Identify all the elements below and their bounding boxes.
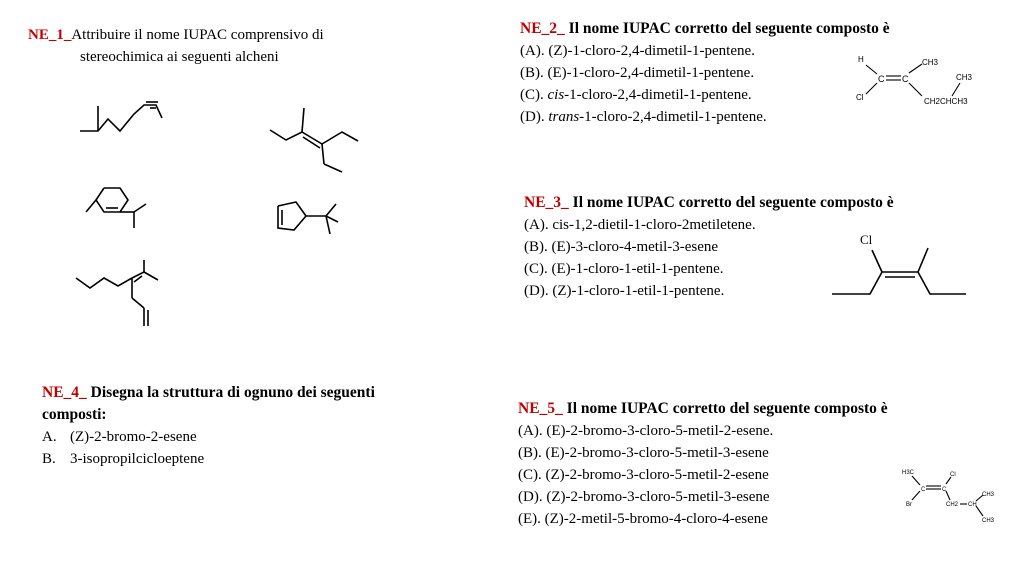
ne5-option-e: (E). (Z)-2-metil-5-bromo-4-cloro-4-esene	[518, 511, 768, 527]
ne2-option-a: (A). (Z)-1-cloro-2,4-dimetil-1-pentene.	[520, 43, 755, 59]
ne3-option-b: (B). (E)-3-cloro-4-metil-3-esene	[524, 239, 719, 255]
svg-text:CH3: CH3	[982, 492, 995, 498]
ne5-option-d: (D). (Z)-2-bromo-3-cloro-5-metil-3-esene	[518, 489, 770, 505]
ne4-question-line2: composti:	[42, 406, 107, 423]
ne1-section	[28, 24, 448, 68]
ne5-code: NE_5_	[518, 400, 563, 417]
ne5-option-a: (A). (E)-2-bromo-3-cloro-5-metil-2-esene.	[518, 423, 774, 439]
ne2-option-d: (D). trans-1-cloro-2,4-dimetil-1-pentene.	[520, 109, 767, 125]
ne4-question-line1: Disegna la struttura di ognuno dei seguenti	[86, 384, 375, 401]
ne3-option-a: (A). cis-1,2-dietil-1-cloro-2metiletene.	[524, 217, 756, 233]
ne1-code: NE_1_	[28, 27, 72, 43]
svg-text:CH3: CH3	[922, 58, 939, 67]
svg-text:H: H	[858, 55, 864, 64]
ne1-text-line2: stereochimica ai seguenti alcheni	[80, 49, 279, 65]
ne1-alkene-structure-3	[82, 178, 172, 248]
svg-text:Cl: Cl	[860, 232, 873, 247]
ne5-option-c: (C). (Z)-2-bromo-3-cloro-5-metil-2-esene	[518, 467, 769, 483]
ne1-alkene-structure-5	[74, 258, 184, 338]
svg-text:Cl: Cl	[856, 93, 864, 102]
svg-text:Cl: Cl	[950, 472, 956, 478]
svg-text:C: C	[921, 487, 926, 493]
ne3-heading	[524, 192, 1004, 214]
svg-text:CH: CH	[968, 502, 977, 508]
ne4-item-a: A. (Z)-2-bromo-2-esene	[42, 429, 197, 445]
ne3-option-c: (C). (E)-1-cloro-1-etil-1-pentene.	[524, 261, 724, 277]
ne4-section	[42, 382, 482, 470]
ne2-code: NE_2_	[520, 20, 565, 37]
ne4-heading	[42, 382, 482, 404]
ne5-heading	[518, 398, 1008, 420]
svg-text:CH2: CH2	[946, 502, 959, 508]
ne2-heading	[520, 18, 1000, 40]
ne3-structure	[830, 228, 980, 308]
ne5-option-b: (B). (E)-2-bromo-3-cloro-5-metil-3-esene	[518, 445, 769, 461]
ne2-option-c: (C). cis-1-cloro-2,4-dimetil-1-pentene.	[520, 87, 752, 103]
svg-text:CH3: CH3	[956, 73, 973, 82]
svg-text:Br: Br	[906, 502, 912, 508]
svg-text:C: C	[878, 74, 885, 84]
ne4-code: NE_4_	[42, 384, 87, 401]
ne4-item-b: B. 3-isopropilcicloeptene	[42, 451, 205, 467]
svg-text:H3C: H3C	[902, 470, 915, 476]
ne5-question: Il nome IUPAC corretto del seguente composto è	[562, 400, 888, 417]
ne2-structure	[852, 52, 992, 122]
ne1-alkene-structure-1	[78, 98, 178, 158]
svg-text:CH2CHCH3: CH2CHCH3	[924, 97, 968, 106]
ne3-question: Il nome IUPAC corretto del seguente composto è	[568, 194, 894, 211]
svg-text:C: C	[902, 74, 909, 84]
ne5-structure	[898, 462, 1008, 532]
ne3-code: NE_3_	[524, 194, 569, 211]
ne1-text-line1: Attribuire il nome IUPAC comprensivo di	[71, 27, 324, 43]
svg-text:CH3: CH3	[982, 518, 995, 524]
ne2-option-b: (B). (E)-1-cloro-2,4-dimetil-1-pentene.	[520, 65, 755, 81]
ne1-alkene-structure-4	[270, 192, 370, 252]
ne2-question: Il nome IUPAC corretto del seguente composto è	[564, 20, 890, 37]
ne3-option-d: (D). (Z)-1-cloro-1-etil-1-pentene.	[524, 283, 725, 299]
ne1-line1	[28, 24, 448, 46]
ne1-alkene-structure-2	[266, 104, 376, 184]
svg-text:C: C	[942, 487, 947, 493]
